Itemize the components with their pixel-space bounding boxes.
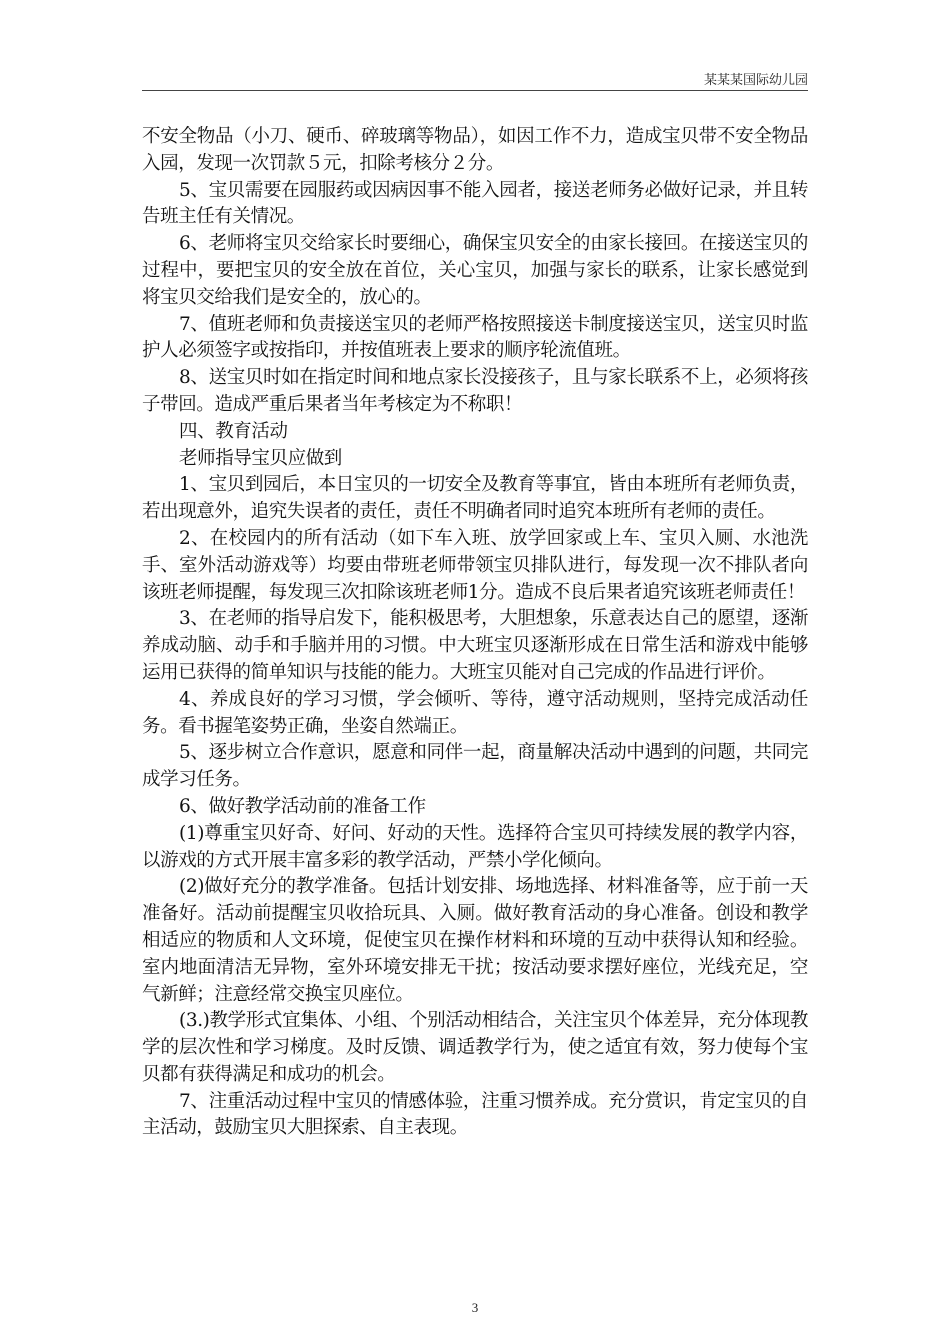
paragraph-edu-6-3: (3.)教学形式宜集体、小组、个别活动相结合，关注宝贝个体差异，充分体现教学的层次性和学习梯度。及时反馈、调适教学行为，使之适宜有效，努力使每个宝贝都有获得满足和成功的机会。 — [142, 1010, 808, 1085]
paragraph-edu-5: 5、逐步树立合作意识，愿意和同伴一起，商量解决活动中遇到的问题，共同完成学习任务。 — [142, 742, 808, 791]
paragraph-edu-1: 1、宝贝到园后，本日宝贝的一切安全及教育等事宜，皆由本班所有老师负责，若出现意外，追究失误者的责任，责任不明确者同时追究本班所有老师的责任。 — [142, 474, 808, 523]
paragraph-edu-4: 4、养成良好的学习习惯，学会倾听、等待，遵守活动规则，坚持完成活动任务。看书握笔姿势正确，坐姿自然端正。 — [142, 688, 808, 737]
page-number: 3 — [471, 1300, 479, 1315]
document-body — [142, 124, 808, 1142]
header-org-name: 某某某国际幼儿园 — [703, 73, 808, 88]
paragraph-edu-6: 6、做好教学活动前的准备工作 — [179, 795, 426, 817]
paragraph-edu-3: 3、在老师的指导启发下，能积极思考，大胆想象，乐意表达自己的愿望，逐渐养成动脑、动手和手脑并用的习惯。中大班宝贝逐渐形成在日常生活和游戏中能够运用已获得的简单知识与技能的能力。大班宝贝能对自己完成的作品进行评价。 — [142, 608, 808, 683]
paragraph-edu-6-2: (2)做好充分的教学准备。包括计划安排、场地选择、材料准备等，应于前一天准备好。活动前提醒宝贝收拾玩具、入厕。做好教育活动的身心准备。创设和教学相适应的物质和人文环境，促使宝贝在操作材料和环境的互动中获得认知和经验。室内地面清洁无异物，室外环境安排无干扰；按活动要求摆好座位，光线充足，空气新鲜；注意经常交换宝贝座位。 — [142, 876, 808, 1005]
paragraph-item-8-pickup: 8、送宝贝时如在指定时间和地点家长没接孩子，且与家长联系不上，必须将孩子带回。造成严重后果者当年考核定为不称职！ — [142, 367, 808, 415]
paragraph-item-6-handover: 6、老师将宝贝交给家长时要细心，确保宝贝安全的由家长接回。在接送宝贝的过程中，要把宝贝的安全放在首位，关心宝贝，加强与家长的联系，让家长感觉到将宝贝交给我们是安全的，放心的。 — [142, 233, 808, 308]
paragraph-item-5-medication: 5、宝贝需要在园服药或因病因事不能入园者，接送老师务必做好记录，并且转告班主任有关情况。 — [142, 179, 808, 228]
subheading-teacher-guidance: 老师指导宝贝应做到 — [179, 447, 342, 469]
header-divider — [142, 90, 808, 91]
paragraph-safety-items: 不安全物品（小刀、硬币、碎玻璃等物品），如因工作不力，造成宝贝带不安全物品入园，发现一次罚款５元，扣除考核分２分。 — [142, 126, 808, 174]
paragraph-edu-6-1: (1)尊重宝贝好奇、好问、好动的天性。选择符合宝贝可持续发展的教学内容，以游戏的方式开展丰富多彩的教学活动，严禁小学化倾向。 — [142, 822, 808, 871]
section-heading-education: 四、教育活动 — [179, 420, 288, 442]
paragraph-edu-2: 2、在校园内的所有活动（如下车入班、放学回家或上车、宝贝入厕、水池洗手、室外活动游戏等）均要由带班老师带领宝贝排队进行，每发现一次不排队者向该班老师提醒，每发现三次扣除该班老师1分。造成不良后果者追究该班老师责任！ — [142, 527, 808, 603]
paragraph-edu-7: 7、注重活动过程中宝贝的情感体验，注重习惯养成。充分赏识，肯定宝贝的自主活动，鼓励宝贝大胆探索、自主表现。 — [142, 1090, 808, 1139]
paragraph-item-7-duty: 7、值班老师和负责接送宝贝的老师严格按照接送卡制度接送宝贝，送宝贝时监护人必须签字或按指印，并按值班表上要求的顺序轮流值班。 — [142, 313, 808, 362]
